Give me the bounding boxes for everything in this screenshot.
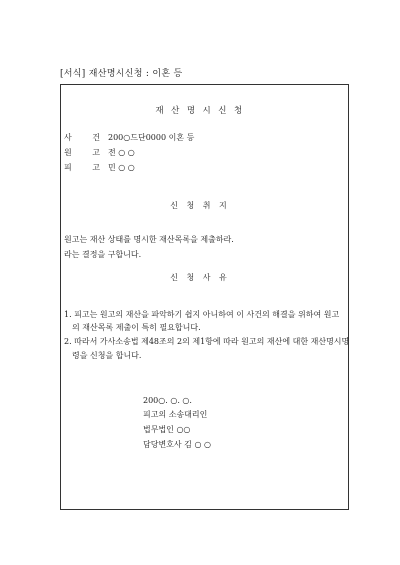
case-row: [64, 133, 194, 143]
reason-heading: 신 청 사 유: [170, 273, 230, 282]
defendant-label: 피 고: [64, 163, 109, 172]
reason-item-1-line-2: 의 재산목록 제출이 특히 필요합니다.: [72, 323, 201, 332]
plaintiff-label: 원 고: [64, 148, 109, 157]
signature-role: 피고의 소송대리인: [143, 410, 208, 419]
document-title: 재 산 명 시 신 청: [155, 106, 245, 116]
purpose-heading: 신 청 취 지: [170, 201, 230, 210]
plaintiff-row: [64, 148, 135, 158]
signature-date: 200○. ○. ○.: [143, 396, 192, 405]
form-label: [서식] 재산명시신청 : 이혼 등: [60, 69, 183, 79]
purpose-line: 라는 결정을 구합니다.: [64, 250, 142, 259]
case-value: 200○드단0000 이혼 등: [108, 133, 195, 142]
purpose-line: 원고는 재산 상태를 명시한 재산목록을 제출하라.: [64, 235, 234, 244]
case-label: 사 건: [64, 133, 109, 142]
reason-item-2-line-1: 2. 따라서 가사소송법 제48조의 2의 제1항에 따라 원고의 재산에 대한 재산명시명: [64, 337, 350, 346]
defendant-value: 민 ○ ○: [108, 163, 135, 172]
signature-firm: 법무법인 ○○: [143, 425, 191, 434]
reason-item-2-line-2: 령을 신청을 합니다.: [72, 351, 142, 360]
plaintiff-value: 전 ○ ○: [108, 148, 135, 157]
signature-attorney: 담당변호사 김 ○ ○: [143, 440, 211, 449]
reason-item-1-line-1: 1. 피고는 원고의 재산을 파악하기 쉽지 아니하여 이 사건의 해결을 위하여 원고: [64, 310, 340, 319]
defendant-row: [64, 163, 135, 173]
